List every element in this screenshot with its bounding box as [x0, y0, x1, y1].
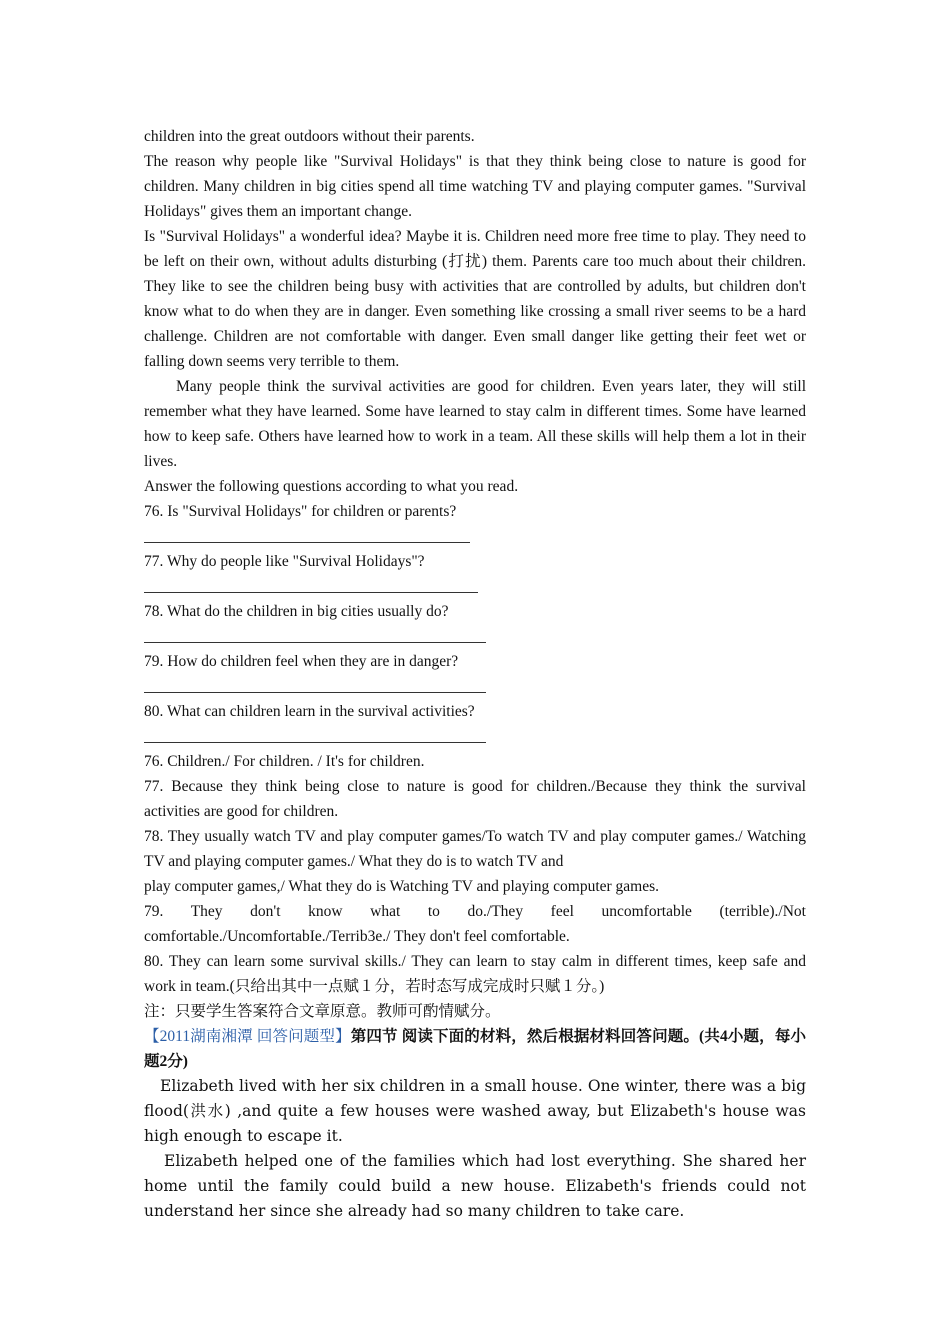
question-76: 76. Is "Survival Holidays" for children or parents?	[144, 503, 457, 520]
answer-line-77[interactable]	[144, 574, 806, 599]
passage-2-paragraph-2: Elizabeth helped one of the families which had lost everything. She shared her home until the family could build a new house. Elizabeth's friends could not understand her since she already had so many children to take care.	[144, 1152, 806, 1220]
section-title: 第四节 阅读下面的材料，然后根据材料回答问题。(共4小题，每小题2分)	[144, 1028, 806, 1070]
answer-line-78[interactable]	[144, 624, 806, 649]
passage-paragraph-2: The reason why people like "Survival Holidays" is that they think being close to nature is good for children. Many children in big cities spend all time watching TV and playing computer games. "Survival Holidays" gives them an important change.	[144, 153, 806, 220]
question-77: 77. Why do people like "Survival Holidays"?	[144, 553, 425, 570]
question-79: 79. How do children feel when they are in danger?	[144, 653, 459, 670]
question-80: 80. What can children learn in the survival activities?	[144, 703, 475, 720]
answer-79: 79. They don't know what to do./They feel uncomfortable (terrible)./Not comfortable./UncomfortabIe./Terrib3e./ They don't feel comfortable.	[144, 903, 806, 945]
answer-line-79[interactable]	[144, 674, 806, 699]
answer-77: 77. Because they think being close to nature is good for children./Because they think the survival activities are good for children.	[144, 778, 806, 820]
answer-76: 76. Children./ For children. / It's for children.	[144, 753, 425, 770]
document-page	[144, 124, 806, 1224]
section-heading	[144, 1024, 806, 1074]
grading-note: 注：只要学生答案符合文章原意。教师可酌情赋分。	[144, 1003, 501, 1020]
answer-line-76[interactable]	[144, 524, 806, 549]
passage-2-paragraph-1: Elizabeth lived with her six children in a small house. One winter, there was a big flood(洪水) ,and quite a few houses were washed away, but Elizabeth's house was high enough to escape it.	[144, 1077, 806, 1145]
answer-78-line-2: play computer games,/ What they do is Watching TV and playing computer games.	[144, 878, 660, 895]
passage-paragraph-1: children into the great outdoors without their parents.	[144, 128, 475, 145]
section-tag: 【2011湖南湘潭 回答问题型】	[144, 1028, 351, 1045]
instruction-text: Answer the following questions according to what you read.	[144, 478, 519, 495]
passage-2	[144, 1074, 806, 1224]
answer-78-line-1: 78. They usually watch TV and play computer games/To watch TV and play computer games./ Watching TV and playing computer games./ What they do is to watch TV and	[144, 828, 806, 870]
answer-line-80[interactable]	[144, 724, 806, 749]
answer-80: 80. They can learn some survival skills./ They can learn to stay calm in different times, keep safe and work in team.(只给出其中一点赋１分，若时态写成完成时只赋１分。)	[144, 953, 806, 995]
question-78: 78. What do the children in big cities usually do?	[144, 603, 449, 620]
passage-paragraph-3: Is "Survival Holidays" a wonderful idea? Maybe it is. Children need more free time to play. They need to be left on their own, without adults disturbing (打扰) them. Parents care too much about their children. They like to see the children being busy with activities that are controlled by adults, but children don't know what to do when they are in danger. Even something like crossing a small river seems to be a hard challenge. Children are not comfortable with danger. Even small danger like getting their feet wet or falling down seems very terrible to them.	[144, 228, 806, 370]
passage-paragraph-4: Many people think the survival activities are good for children. Even years later, they will still remember what they have learned. Some have learned to stay calm in different times. Some have learned how to keep safe. Others have learned how to work in a team. All these skills will help them a lot in their lives.	[144, 378, 806, 470]
